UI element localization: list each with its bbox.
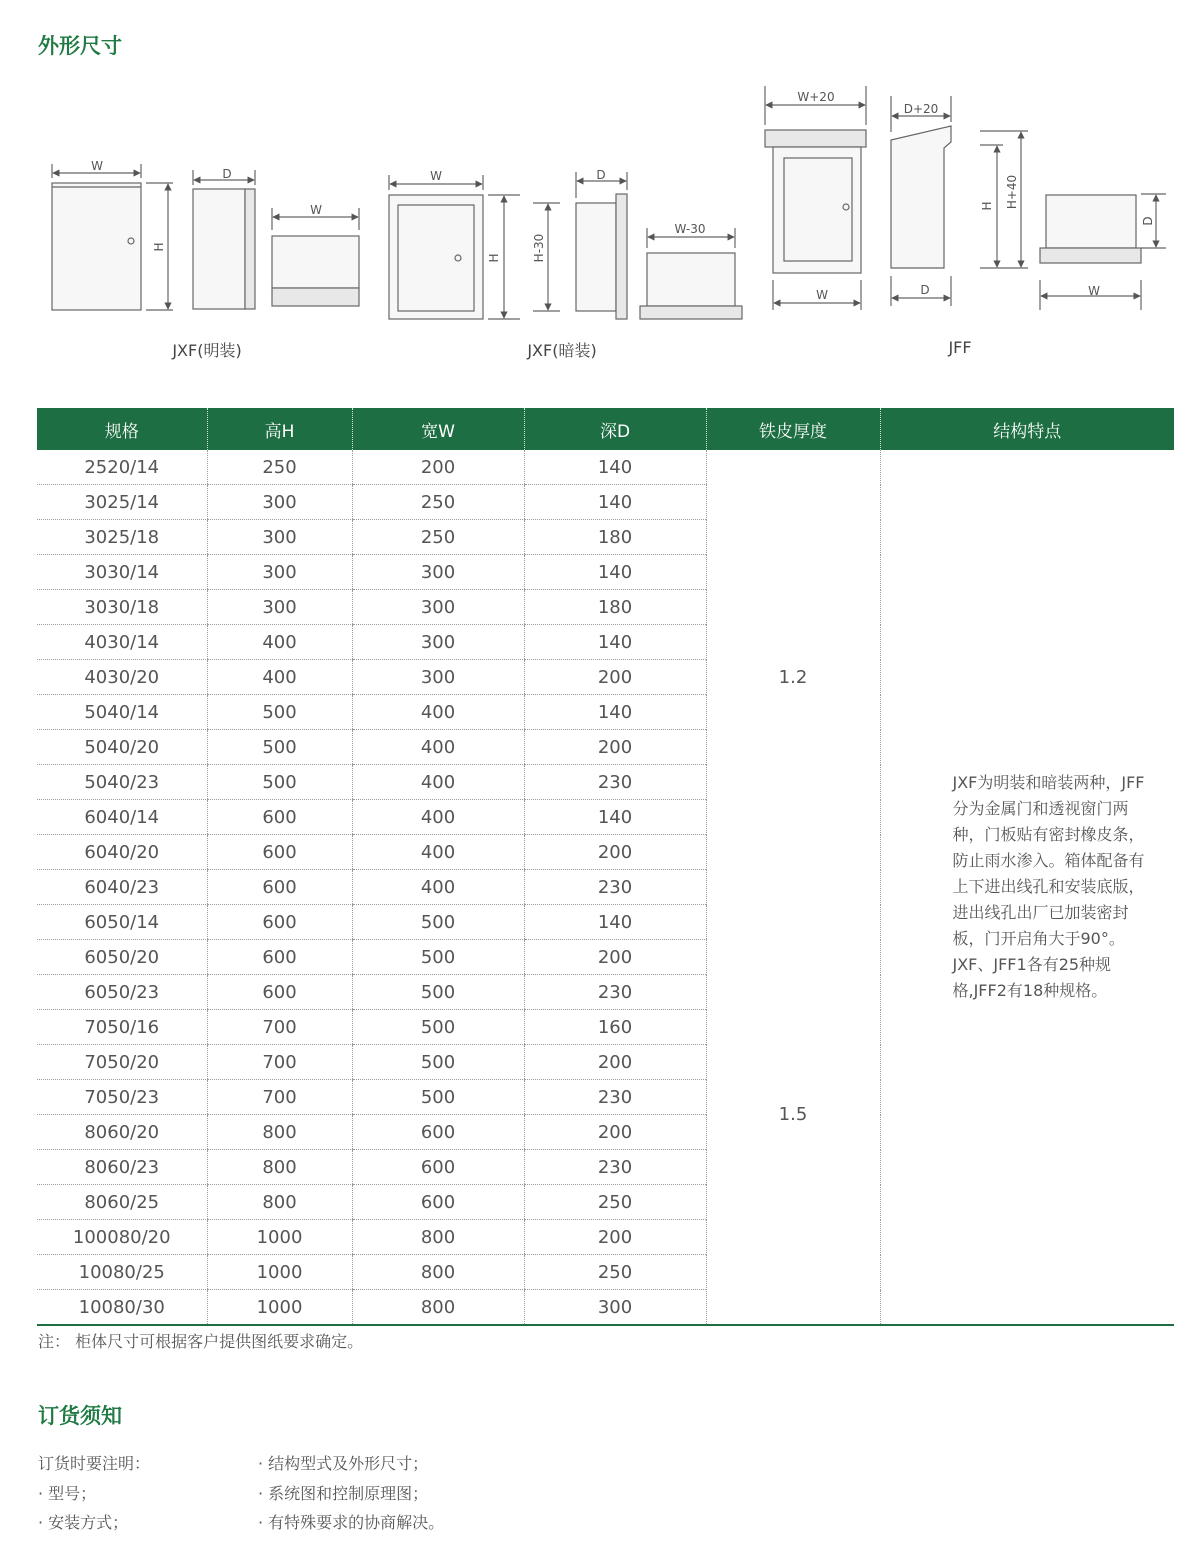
dim-label-w: W [816,288,828,302]
caption-jxf-surface: JXF(明装) [172,341,242,360]
table-header-row [37,408,1174,450]
cell-depth: 140 [524,555,706,590]
jxf-flush-side-view [533,172,627,319]
cell-depth: 140 [524,800,706,835]
cell-spec: 6050/23 [37,975,207,1010]
cell-spec: 2520/14 [37,450,207,485]
cell-width: 250 [352,520,524,555]
cell-spec: 3030/14 [37,555,207,590]
cell-spec: 7050/23 [37,1080,207,1115]
cell-depth: 230 [524,1150,706,1185]
jxf-surface-top-view [272,208,359,306]
cell-height: 800 [207,1115,352,1150]
cell-height: 300 [207,520,352,555]
header-features: 结构特点 [880,408,1174,450]
cell-depth: 180 [524,590,706,625]
jff-front-view [765,86,866,310]
cell-spec: 3025/14 [37,485,207,520]
dim-label-d: D [596,168,606,182]
dim-label-w: W [1088,284,1100,298]
dim-label-w-plus-20: W+20 [797,90,835,104]
cell-spec: 7050/20 [37,1045,207,1080]
cell-width: 300 [352,590,524,625]
cell-width: 600 [352,1115,524,1150]
order-left-0: 订货时要注明： [38,1454,151,1473]
caption-jff: JFF [948,338,972,357]
cell-depth: 140 [524,450,706,485]
header-thickness: 铁皮厚度 [706,408,880,450]
cell-width: 500 [352,1045,524,1080]
cell-depth: 250 [524,1185,706,1220]
header-width: 宽W [352,408,524,450]
cell-depth: 300 [524,1290,706,1326]
cell-height: 500 [207,765,352,800]
cell-spec: 4030/20 [37,660,207,695]
cell-height: 1000 [207,1290,352,1326]
cell-depth: 160 [524,1010,706,1045]
cell-spec: 6040/20 [37,835,207,870]
order-right-1: · 系统图和控制原理图； [258,1484,429,1503]
cell-width: 500 [352,1010,524,1045]
header-spec: 规格 [37,408,207,450]
cell-width: 800 [352,1255,524,1290]
order-right-0: · 结构型式及外形尺寸； [258,1454,429,1473]
cell-width: 400 [352,835,524,870]
cell-height: 800 [207,1150,352,1185]
cell-height: 500 [207,730,352,765]
section-title-ordering: 订货须知 [38,1404,122,1428]
cell-height: 600 [207,975,352,1010]
cell-spec: 5040/23 [37,765,207,800]
cell-height: 1000 [207,1255,352,1290]
cell-depth: 140 [524,625,706,660]
cell-height: 600 [207,835,352,870]
cell-spec: 3030/18 [37,590,207,625]
cell-height: 400 [207,660,352,695]
cell-height: 500 [207,695,352,730]
jff-top-view [1040,194,1166,310]
cell-width: 500 [352,905,524,940]
cell-height: 1000 [207,1220,352,1255]
table-body [37,450,1174,1325]
cell-depth: 230 [524,975,706,1010]
cell-width: 400 [352,765,524,800]
cell-spec: 8060/25 [37,1185,207,1220]
dim-label-h: H [980,201,994,211]
cell-spec: 4030/14 [37,625,207,660]
cell-spec: 3025/18 [37,520,207,555]
jff-side-view [891,96,951,306]
cell-width: 600 [352,1185,524,1220]
cell-height: 600 [207,905,352,940]
table-row [37,450,1174,485]
cell-height: 600 [207,870,352,905]
cell-height: 700 [207,1080,352,1115]
cell-width: 800 [352,1220,524,1255]
cell-depth: 250 [524,1255,706,1290]
cell-spec: 8060/23 [37,1150,207,1185]
cell-features: JXF为明装和暗装两种，JFF分为金属门和透视窗门两种，门板贴有密封橡皮条，防止雨水渗入。箱体配备有上下进出线孔和安装底版，进出线孔出厂已加装密封板，门开启角大于90°。JXF、JFF1各有25种规格,JFF2有18种规格。 [880,450,1174,1325]
header-height: 高H [207,408,352,450]
table-note: 注： 柜体尺寸可根据客户提供图纸要求确定。 [38,1332,364,1351]
cell-depth: 140 [524,905,706,940]
jxf-flush-top-view [640,228,742,319]
dim-label-d: D [1141,216,1155,226]
dimension-diagrams [0,70,1200,380]
cell-width: 200 [352,450,524,485]
cell-width: 400 [352,730,524,765]
spec-table [37,408,1174,1326]
cell-height: 250 [207,450,352,485]
jxf-flush-front-view [389,175,520,319]
order-left-1: · 型号； [38,1484,97,1503]
dim-label-d: D [222,167,232,181]
cell-height: 600 [207,800,352,835]
cell-depth: 140 [524,485,706,520]
cell-height: 700 [207,1010,352,1045]
cell-spec: 6050/14 [37,905,207,940]
cell-depth: 230 [524,870,706,905]
cell-spec: 10080/30 [37,1290,207,1326]
cell-spec: 10080/25 [37,1255,207,1290]
jxf-surface-front-view [52,164,173,310]
cell-width: 800 [352,1290,524,1326]
order-left-2: · 安装方式； [38,1513,129,1532]
cell-height: 700 [207,1045,352,1080]
cell-width: 400 [352,800,524,835]
cell-spec: 5040/20 [37,730,207,765]
cell-height: 400 [207,625,352,660]
cell-spec: 7050/16 [37,1010,207,1045]
cell-height: 300 [207,555,352,590]
cell-width: 500 [352,1080,524,1115]
dim-label-w-30: W-30 [674,222,706,236]
cell-spec: 8060/20 [37,1115,207,1150]
cell-width: 250 [352,485,524,520]
order-right-2: · 有特殊要求的协商解决。 [258,1513,445,1532]
cell-width: 500 [352,975,524,1010]
cell-thickness: 1.2 [706,450,880,905]
cell-depth: 200 [524,660,706,695]
cell-depth: 180 [524,520,706,555]
cell-depth: 230 [524,765,706,800]
cell-spec: 6040/14 [37,800,207,835]
cell-spec: 6040/23 [37,870,207,905]
cell-width: 300 [352,555,524,590]
diagram-drawings [0,70,1200,330]
dim-label-d-plus-20: D+20 [903,102,939,116]
cell-spec: 5040/14 [37,695,207,730]
cell-width: 500 [352,940,524,975]
cell-width: 300 [352,660,524,695]
cell-depth: 200 [524,1115,706,1150]
cell-height: 300 [207,590,352,625]
dim-label-h: H [152,242,166,252]
cell-depth: 230 [524,1080,706,1115]
cell-width: 600 [352,1150,524,1185]
cell-width: 400 [352,695,524,730]
header-depth: 深D [524,408,706,450]
cell-depth: 200 [524,1220,706,1255]
cell-spec: 6050/20 [37,940,207,975]
cell-depth: 200 [524,940,706,975]
dim-label-h-plus-40: H+40 [1005,174,1019,210]
dim-label-h: H [487,253,501,263]
dim-label-d: D [920,283,930,297]
cell-height: 800 [207,1185,352,1220]
cell-height: 600 [207,940,352,975]
jff-height-dimensions [980,131,1028,268]
cell-spec: 100080/20 [37,1220,207,1255]
cell-width: 400 [352,870,524,905]
cell-depth: 200 [524,835,706,870]
cell-depth: 200 [524,730,706,765]
cell-width: 300 [352,625,524,660]
cell-thickness: 1.5 [706,905,880,1326]
cell-height: 300 [207,485,352,520]
dim-label-w: W [91,159,103,173]
cell-depth: 140 [524,695,706,730]
section-title-dimensions: 外形尺寸 [38,34,122,58]
cell-depth: 200 [524,1045,706,1080]
caption-jxf-flush: JXF(暗装) [527,341,597,360]
dim-label-w: W [430,169,442,183]
dim-label-w: W [310,203,322,217]
jxf-surface-side-view [193,170,255,309]
dim-label-h-30: H-30 [532,233,546,263]
